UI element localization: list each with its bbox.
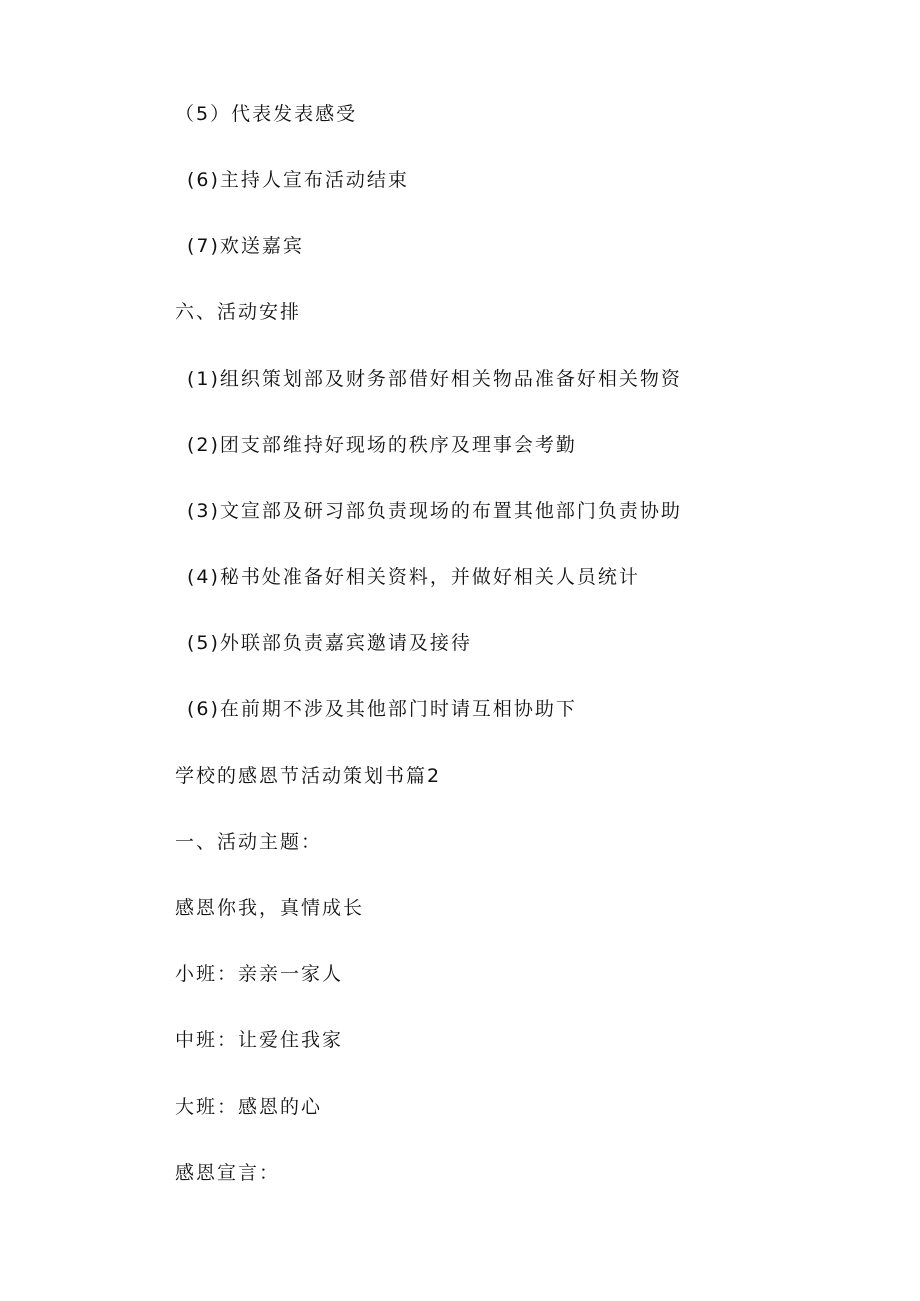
- small-class-theme: 小班：亲亲一家人: [175, 963, 344, 985]
- theme-text: 感恩你我，真情成长: [175, 897, 365, 919]
- list-item-announce-end: (6)主持人宣布活动结束: [187, 169, 409, 191]
- document-subtitle: 学校的感恩节活动策划书篇2: [175, 765, 442, 787]
- list-item-farewell: (7)欢送嘉宾: [187, 235, 304, 257]
- list-item-league-branch: (2)团支部维持好现场的秩序及理事会考勤: [187, 434, 577, 456]
- list-item-secretariat: (4)秘书处准备好相关资料，并做好相关人员统计: [187, 566, 640, 588]
- list-item-planning-finance: (1)组织策划部及财务部借好相关物品准备好相关物资: [187, 368, 682, 390]
- section-heading-theme: 一、活动主题：: [175, 831, 323, 853]
- list-item-cooperation: (6)在前期不涉及其他部门时请互相协助下: [187, 698, 577, 720]
- list-item-speech: （5）代表发表感受: [175, 103, 358, 125]
- gratitude-declaration-label: 感恩宣言：: [175, 1162, 281, 1184]
- middle-class-theme: 中班：让爱住我家: [175, 1029, 344, 1051]
- big-class-theme: 大班：感恩的心: [175, 1096, 323, 1118]
- list-item-external: (5)外联部负责嘉宾邀请及接待: [187, 632, 472, 654]
- section-heading-arrangements: 六、活动安排: [175, 301, 302, 323]
- list-item-publicity: (3)文宣部及研习部负责现场的布置其他部门负责协助: [187, 500, 682, 522]
